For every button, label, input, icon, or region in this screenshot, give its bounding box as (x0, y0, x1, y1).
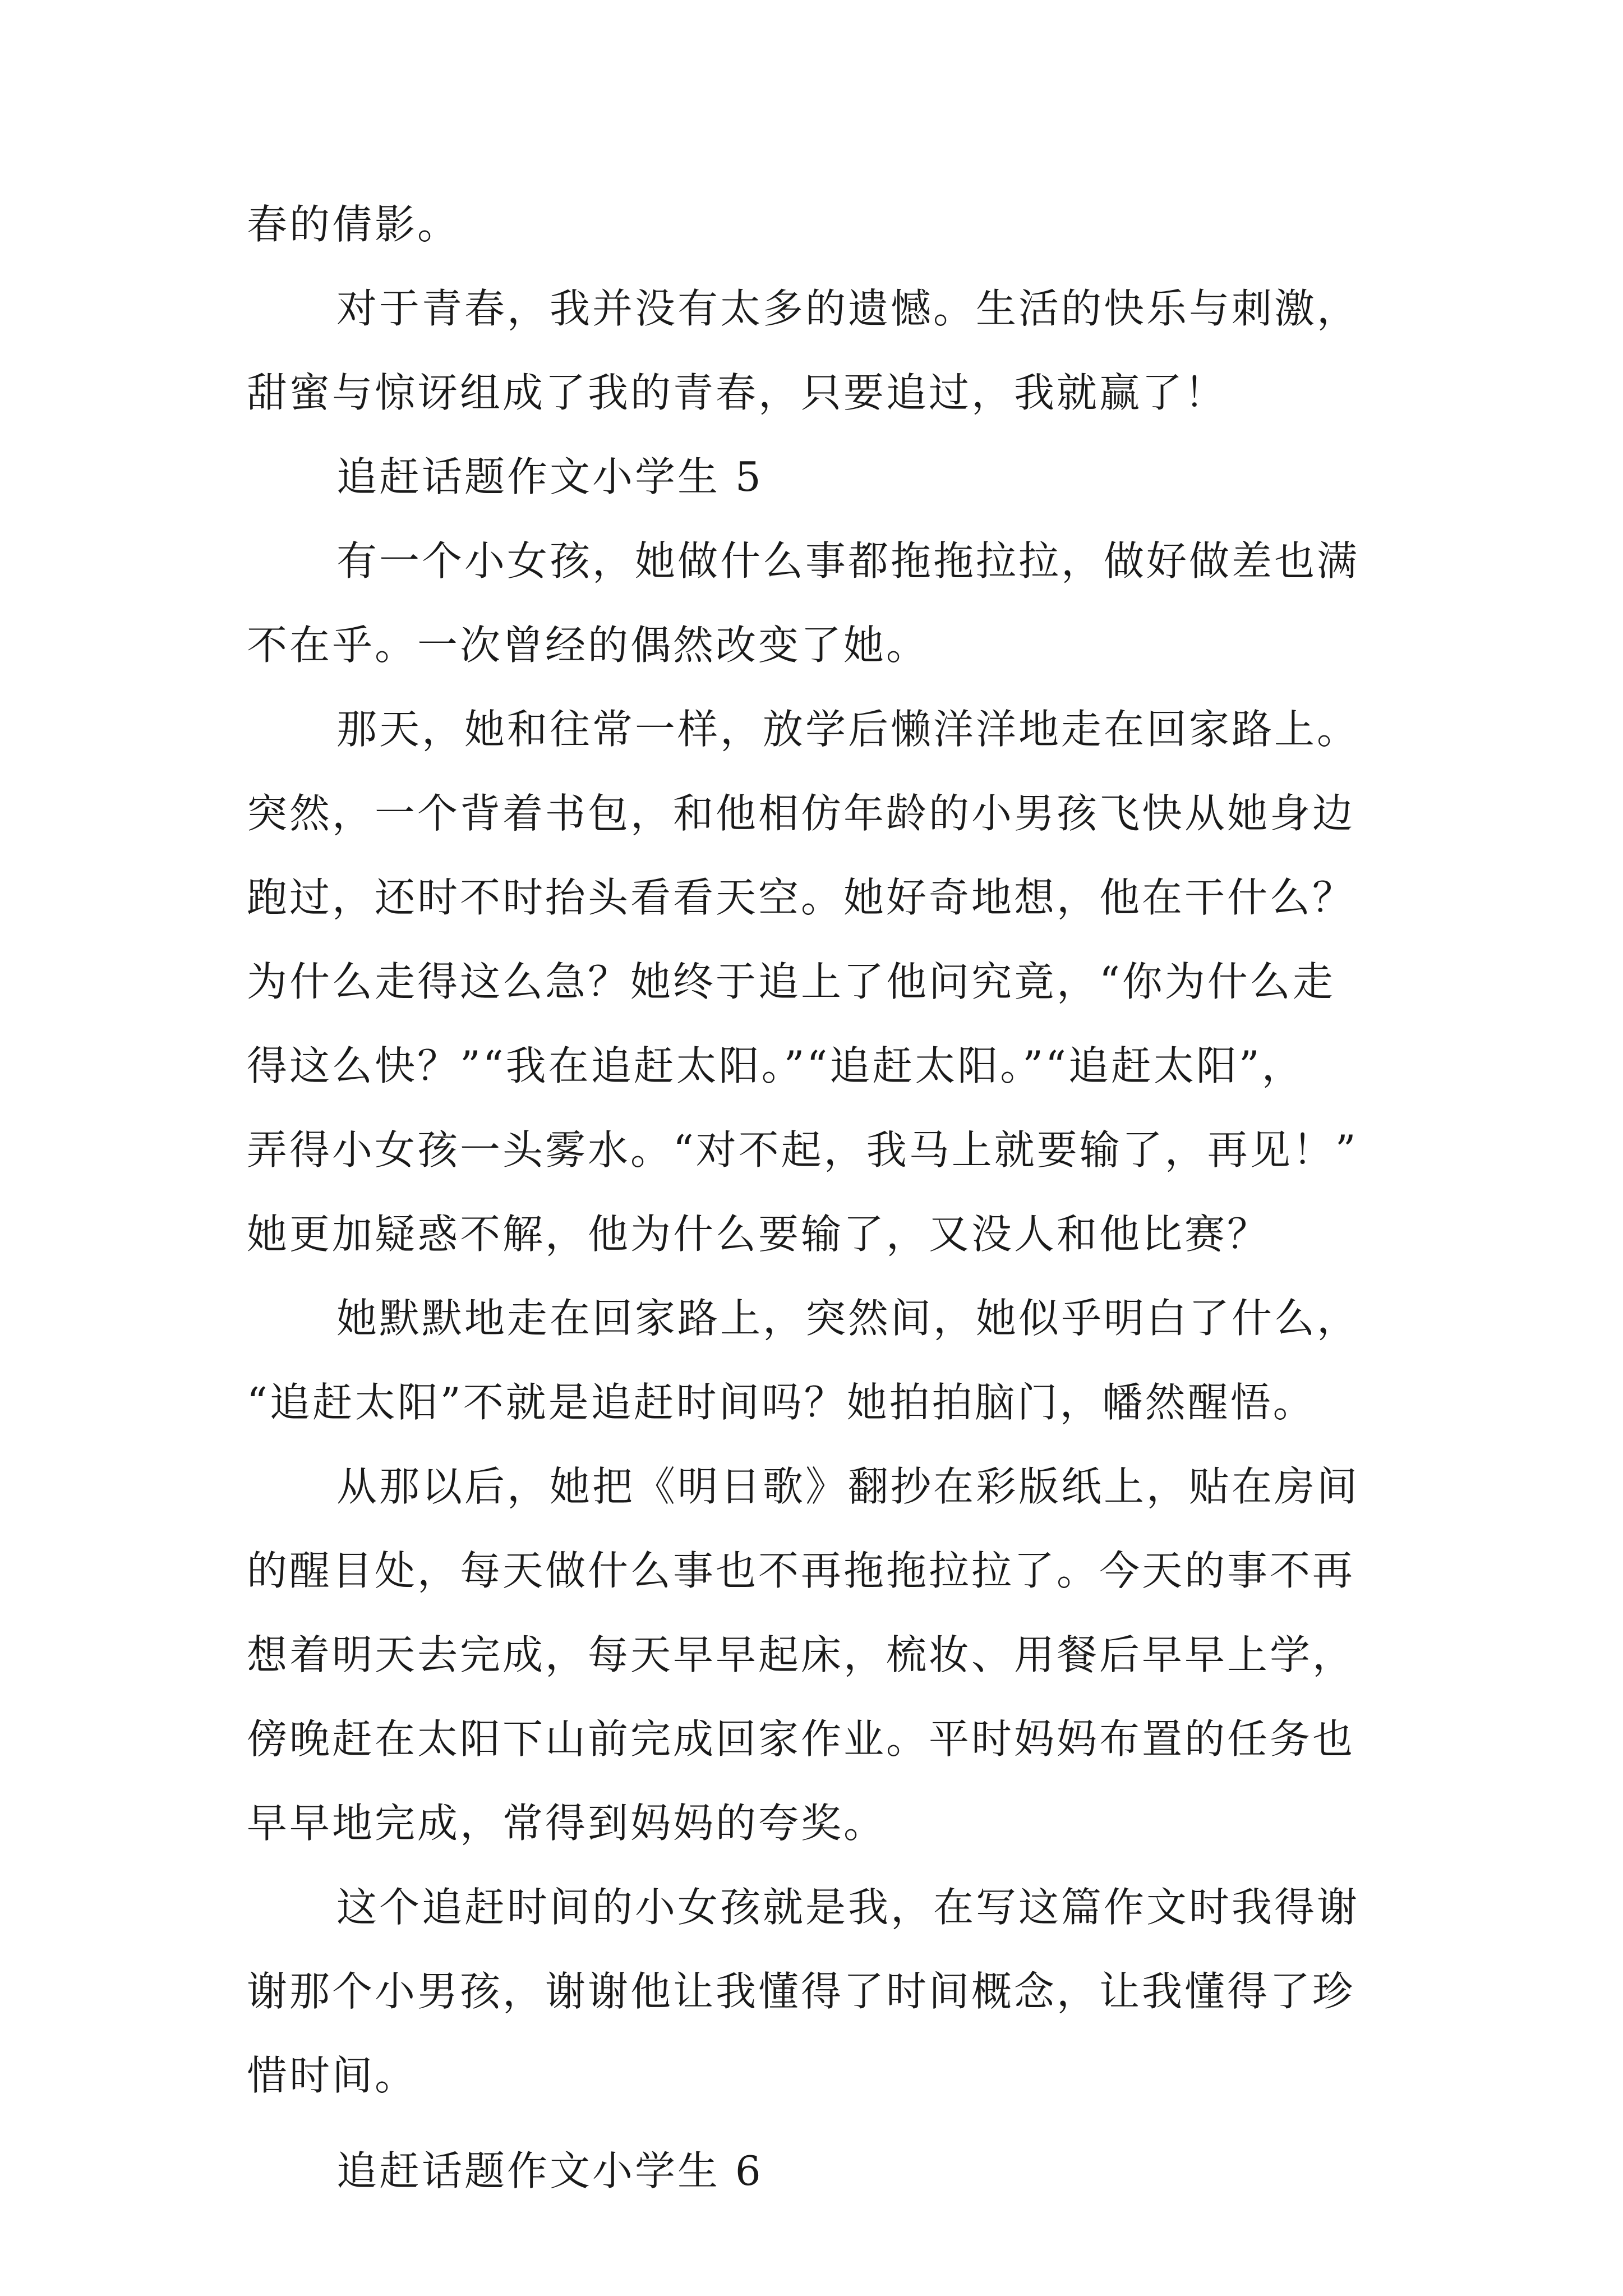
section-heading: 追赶话题作文小学生 6 (336, 2147, 763, 2194)
text-line: 的醒目处，每天做什么事也不再拖拖拉拉了。今天的事不再 (247, 1547, 1355, 1594)
text-line: 谢那个小男孩，谢谢他让我懂得了时间概念，让我懂得了珍 (247, 1968, 1355, 2015)
text-line: “追赶太阳”不就是追赶时间吗？她拍拍脑门，幡然醒悟。 (247, 1379, 1316, 1426)
text-line: 跑过，还时不时抬头看看天空。她好奇地想，他在干什么？ (247, 874, 1355, 921)
section-heading: 追赶话题作文小学生 5 (336, 453, 763, 500)
text-line: 为什么走得这么急？她终于追上了他问究竟，“你为什么走 (247, 958, 1335, 1005)
text-line: 不在乎。一次曾经的偶然改变了她。 (247, 622, 929, 669)
text-line: 得这么快？”“我在追赶太阳。”“追赶太阳。”“追赶太阳”， (247, 1042, 1304, 1089)
text-line: 对于青春，我并没有太多的遗憾。生活的快乐与刺激， (336, 285, 1360, 332)
text-line: 有一个小女孩，她做什么事都拖拖拉拉，做好做差也满 (336, 537, 1360, 585)
text-line: 春的倩影。 (247, 201, 460, 248)
text-line: 想着明天去完成，每天早早起床，梳妆、用餐后早早上学， (247, 1631, 1355, 1678)
text-line: 惜时间。 (247, 2052, 418, 2099)
text-line: 那天，她和往常一样，放学后懒洋洋地走在回家路上。 (336, 706, 1360, 753)
text-line: 从那以后，她把《明日歌》翻抄在彩版纸上，贴在房间 (336, 1463, 1360, 1510)
text-line: 甜蜜与惊讶组成了我的青春，只要追过，我就赢了！ (247, 369, 1228, 416)
text-line: 这个追赶时间的小女孩就是我，在写这篇作文时我得谢 (336, 1884, 1360, 1931)
text-line: 早早地完成，常得到妈妈的夸奖。 (247, 1800, 887, 1847)
text-line: 突然，一个背着书包，和他相仿年龄的小男孩飞快从她身边 (247, 790, 1355, 837)
text-line: 她默默地走在回家路上，突然间，她似乎明白了什么， (336, 1295, 1360, 1342)
text-line: 弄得小女孩一头雾水。“对不起，我马上就要输了，再见！” (247, 1126, 1358, 1174)
text-line: 她更加疑惑不解，他为什么要输了，又没人和他比赛？ (247, 1211, 1270, 1258)
text-line: 傍晚赶在太阳下山前完成回家作业。平时妈妈布置的任务也 (247, 1715, 1355, 1763)
